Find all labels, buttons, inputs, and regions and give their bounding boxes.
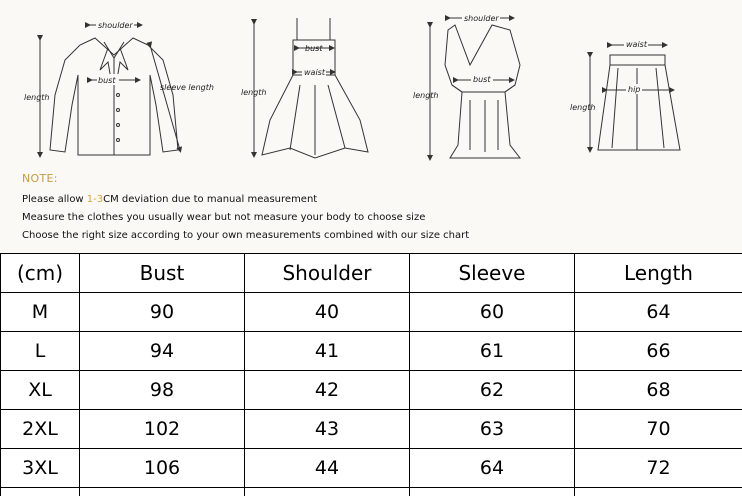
length-cell: 68 [575, 371, 742, 410]
bust-cell: 98 [80, 371, 245, 410]
bust-cell: 90 [80, 293, 245, 332]
dress-bust-label: bust [305, 44, 323, 53]
dress-waist-label: waist [304, 68, 325, 77]
shirt-bust-label: bust [98, 76, 116, 85]
skirt-waist-label: waist [626, 40, 647, 49]
note-line-measure: Measure the clothes you usually wear but not measure your body to choose size [22, 212, 426, 223]
dress-length-label: length [241, 88, 267, 97]
bust-cell: 94 [80, 332, 245, 371]
table-row-cutoff [1, 488, 742, 497]
sleeve-cell: 64 [410, 449, 575, 488]
table-row [1, 449, 742, 488]
note-title: NOTE: [22, 172, 58, 185]
note-deviation-range: 1-3 [86, 194, 104, 205]
shirt-shoulder-label: shoulder [98, 21, 133, 30]
sleeve-cell: 63 [410, 410, 575, 449]
header-bust: Bust [80, 254, 245, 293]
shirt-illustration [40, 25, 180, 155]
garment-illustrations [0, 0, 742, 170]
sleeve-cell: 62 [410, 371, 575, 410]
size-cell: L [1, 332, 80, 371]
length-cell: 66 [575, 332, 742, 371]
header-shoulder: Shoulder [245, 254, 410, 293]
tank-shoulder-label: shoulder [464, 14, 499, 23]
shoulder-cell: 43 [245, 410, 410, 449]
size-cell: 2XL [1, 410, 80, 449]
skirt-illustration [590, 45, 680, 150]
tank-length-label: length [413, 91, 439, 100]
shoulder-cell: 41 [245, 332, 410, 371]
table-row [1, 293, 742, 332]
header-sleeve: Sleeve [410, 254, 575, 293]
size-chart-table [0, 253, 742, 496]
shoulder-cell: 42 [245, 371, 410, 410]
header-unit: (cm) [1, 254, 80, 293]
note-line-deviation [22, 194, 317, 205]
size-cell: XL [1, 371, 80, 410]
table-row [1, 371, 742, 410]
note-line1-prefix: Please allow [22, 194, 87, 205]
shirt-length-label: length [24, 93, 50, 102]
header-length: Length [575, 254, 742, 293]
bust-cell: 106 [80, 449, 245, 488]
tank-illustration [430, 18, 520, 158]
dress-illustration [254, 18, 368, 158]
size-cell: M [1, 293, 80, 332]
note-line1-suffix: CM deviation due to manual measurement [103, 194, 318, 205]
table-header-row [1, 254, 742, 293]
length-cell: 64 [575, 293, 742, 332]
sleeve-cell: 61 [410, 332, 575, 371]
bust-cell: 102 [80, 410, 245, 449]
table-row [1, 332, 742, 371]
note-line-choose: Choose the right size according to your own measurements combined with our size chart [22, 230, 470, 241]
table-row [1, 410, 742, 449]
tank-bust-label: bust [473, 75, 491, 84]
sleeve-cell: 60 [410, 293, 575, 332]
skirt-length-label: length [570, 103, 596, 112]
skirt-hip-label: hip [628, 85, 641, 94]
shoulder-cell: 40 [245, 293, 410, 332]
size-cell: 3XL [1, 449, 80, 488]
shirt-sleeve-label: sleeve length [160, 83, 214, 92]
length-cell: 72 [575, 449, 742, 488]
shoulder-cell: 44 [245, 449, 410, 488]
length-cell: 70 [575, 410, 742, 449]
